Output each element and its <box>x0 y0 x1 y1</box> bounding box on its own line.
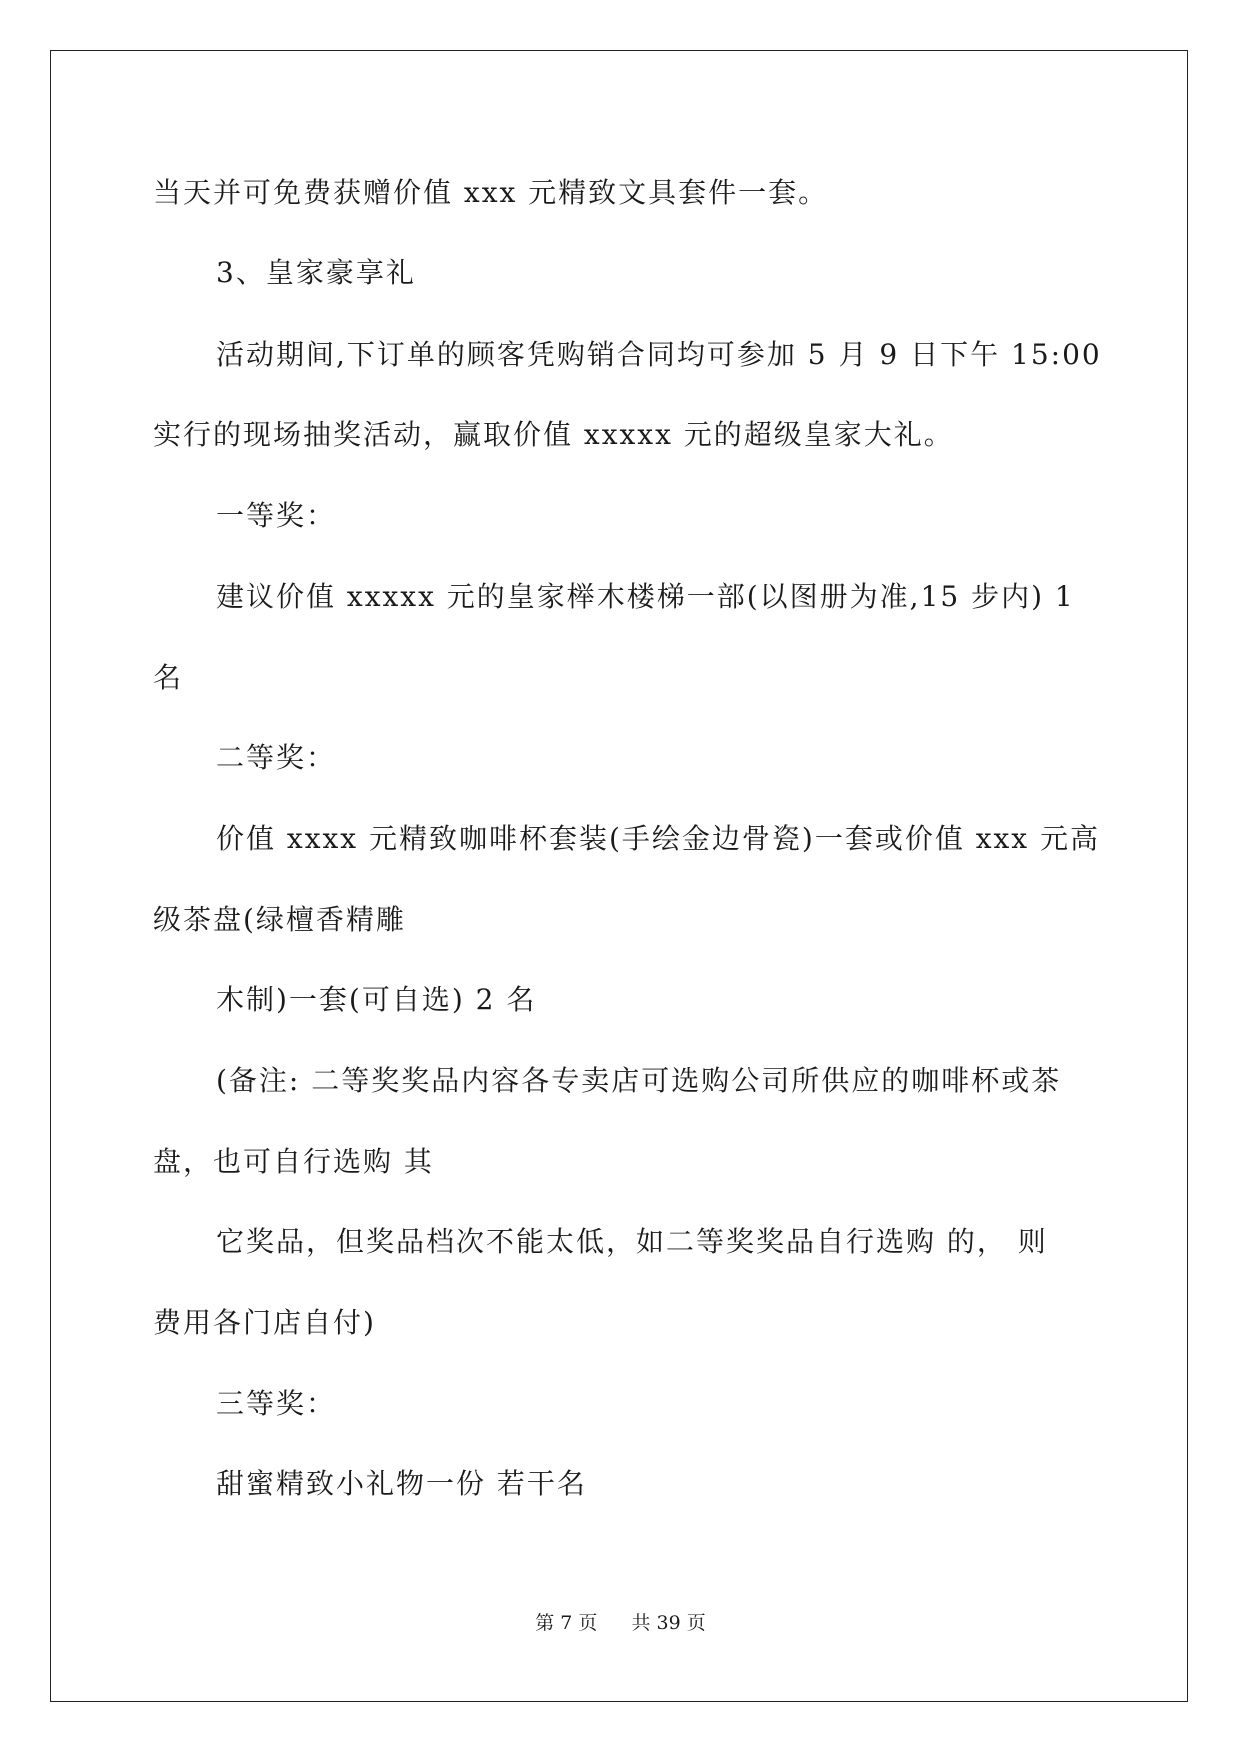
text-line: 费用各门店自付) <box>153 1306 376 1339</box>
text-line: 活动期间,下订单的顾客凭购销合同均可参加 5 月 9 日下午 15:00 <box>216 338 1102 371</box>
prize-heading-third: 三等奖： <box>216 1387 337 1420</box>
text-line: 实行的现场抽奖活动，赢取价值 xxxxx 元的超级皇家大礼。 <box>153 418 954 451</box>
text-line: 建议价值 xxxxx 元的皇家榉木楼梯一部(以图册为准,15 步内) 1 <box>216 580 1075 613</box>
text-line: 当天并可免费获赠价值 xxx 元精致文具套件一套。 <box>153 176 829 209</box>
text-line: 名 <box>153 661 184 694</box>
text-line: 价值 xxxx 元精致咖啡杯套装(手绘金边骨瓷)一套或价值 xxx 元高 <box>216 822 1100 855</box>
text-line: 甜蜜精致小礼物一份 若干名 <box>216 1467 587 1500</box>
text-line: 木制)一套(可自选) 2 名 <box>216 983 537 1016</box>
prize-heading-second: 二等奖： <box>216 741 337 774</box>
total-pages: 共 39 页 <box>631 1612 706 1634</box>
text-line: (备注: 二等奖奖品内容各专卖店可选购公司所供应的咖啡杯或茶 <box>216 1064 1062 1097</box>
page-footer <box>0 1611 1241 1635</box>
text-line: 盘，也可自行选购 其 <box>153 1145 434 1178</box>
text-line: 它奖品，但奖品档次不能太低，如二等奖奖品自行选购 的， 则 <box>216 1225 1048 1258</box>
page-frame <box>50 50 1188 1702</box>
page-number: 第 7 页 <box>535 1612 598 1634</box>
section-heading: 3、皇家豪享礼 <box>216 256 416 289</box>
prize-heading-first: 一等奖： <box>216 499 337 532</box>
text-line: 级茶盘(绿檀香精雕 <box>153 903 406 936</box>
